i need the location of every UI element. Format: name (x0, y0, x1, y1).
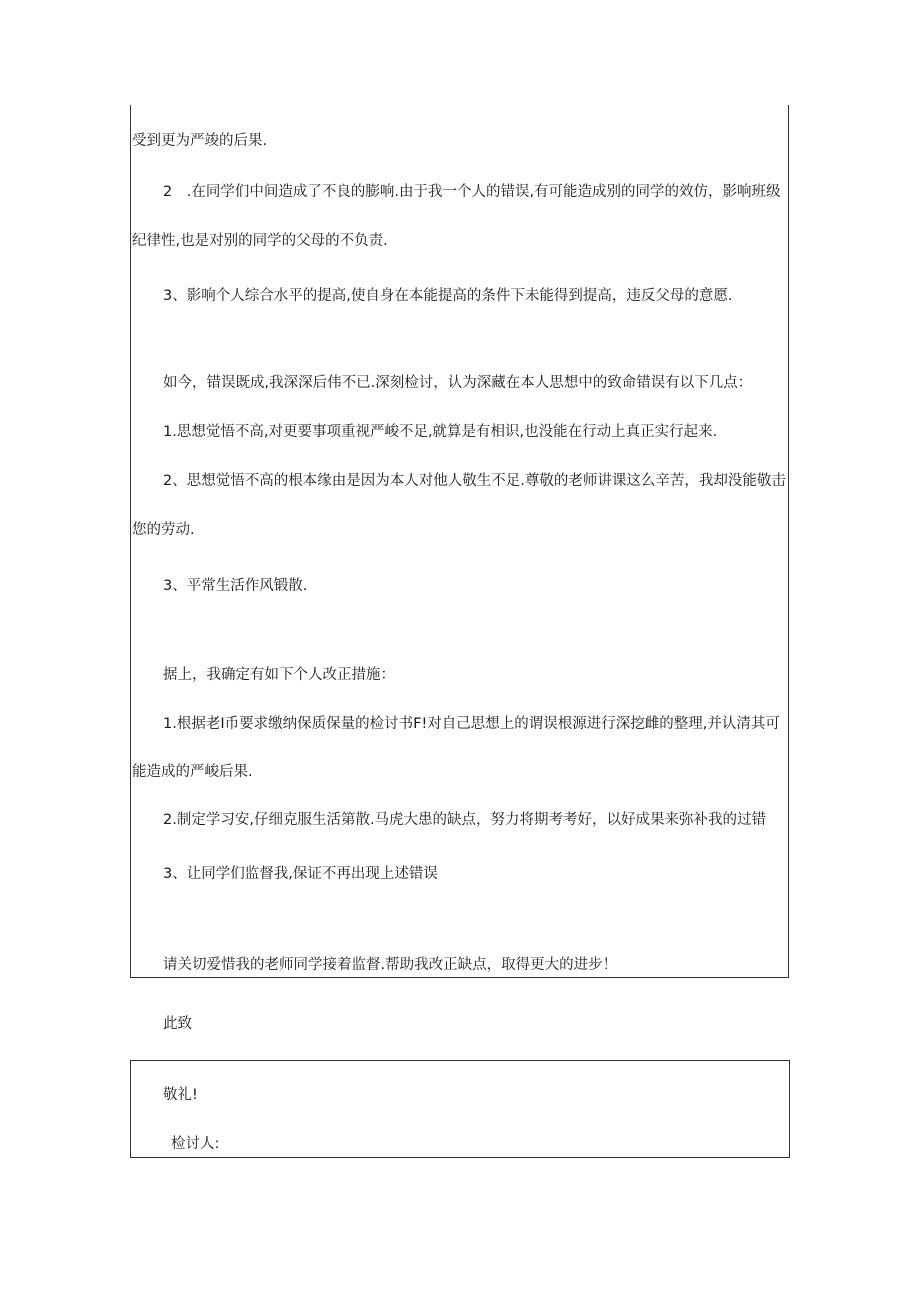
body-line: 2 .在同学们中间造成了不良的膨响.由于我一个人的错误,有可能造成别的同学的效仿，影响班级 (163, 184, 781, 200)
body-line: 2.制定学习安,仔细克服生活第散.马虎大患的缺点，努力将期考考好，以好成果来弥补我的过错 (163, 812, 767, 828)
body-line: 纪律性,也是对别的同学的父母的不负责. (132, 233, 388, 249)
body-line: 受到更为严竣的后果. (132, 133, 268, 149)
body-line: 据上，我确定有如下个人改正措施： (163, 667, 395, 683)
body-line: 能造成的严峻后果. (132, 764, 253, 780)
body-line: 请关切爱惜我的老师同学接着监督.帮助我改正缺点，取得更大的进步！ (163, 957, 618, 973)
respect-text: 敬礼! (163, 1087, 198, 1103)
body-line: 您的劳动. (132, 522, 195, 538)
body-line: 1.思想觉悟不高,对更要事项重视严峻不足,就算是有相识,也没能在行动上真正实行起来. (163, 424, 718, 440)
body-line: 1.根据老I币要求缴纳保质保量的检讨书F!对自己思想上的谓误根源进行深挖雌的整理,并认清其可 (163, 716, 780, 732)
signer-label: 检讨人: (171, 1136, 220, 1152)
body-line: 如今，错误既成,我深深后伟不已.深刻检讨，认为深藏在本人思想中的致命错误有以下几点： (163, 375, 753, 391)
body-line: 2、思想觉悟不高的根本缘由是因为本人对他人敬生不足.尊敬的老师讲课这么辛苦，我却没能敬击 (163, 473, 786, 489)
salutation: 此致 (163, 1016, 192, 1032)
body-line: 3、让同学们监督我,保证不再出现上述错误 (163, 866, 438, 882)
body-line: 3、影响个人综合水平的提高,使自身在本能提高的条件下未能得到提高，违反父母的意愿. (163, 288, 733, 304)
body-line: 3、平常生活作风锻散. (163, 578, 308, 594)
closing-frame (130, 1060, 790, 1158)
